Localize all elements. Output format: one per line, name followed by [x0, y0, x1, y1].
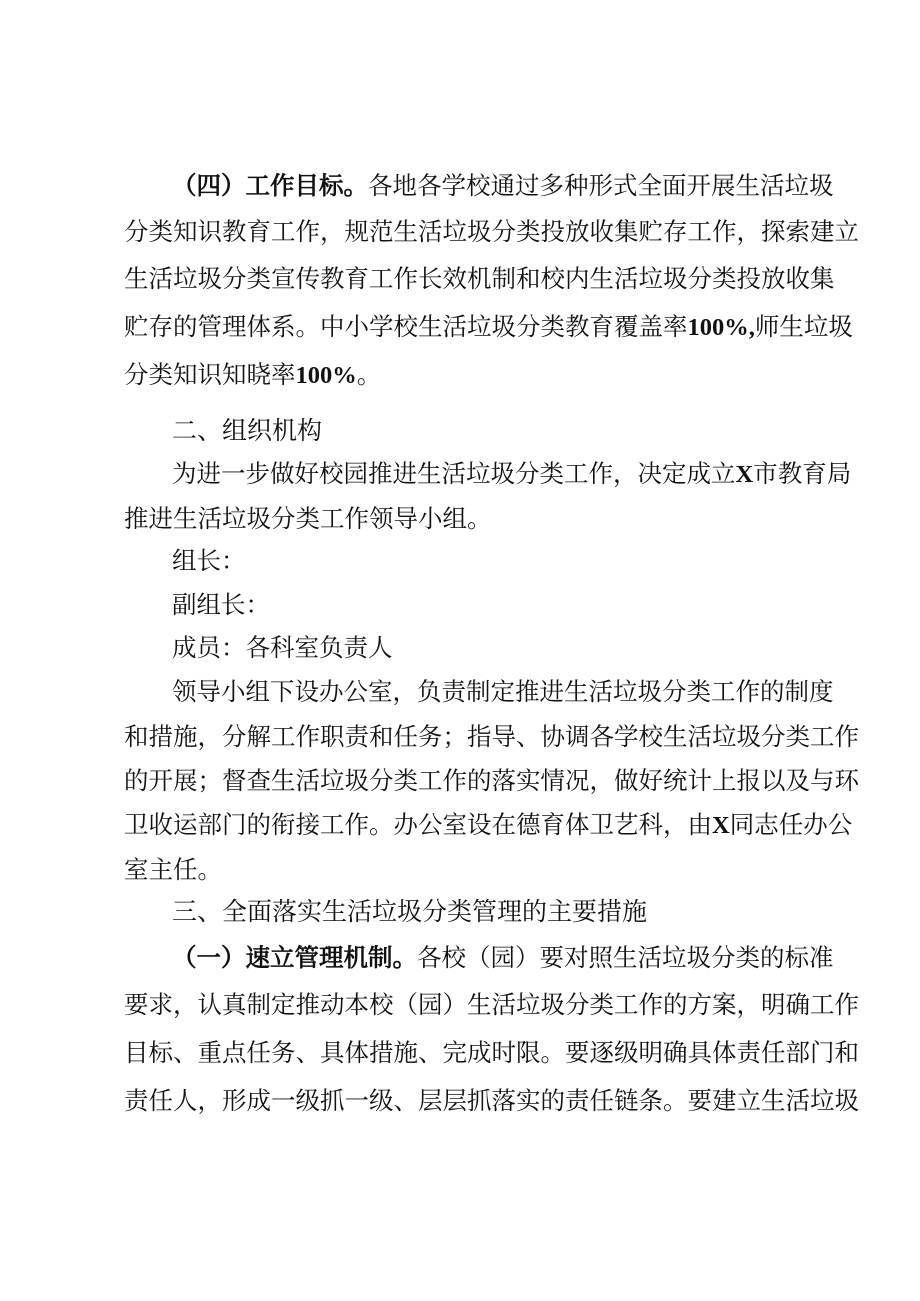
para-text: 师生垃圾 [754, 312, 853, 341]
coverage-rate: 100%, [687, 314, 755, 341]
para-office-line-5: 室主任。 [124, 855, 222, 884]
para-text: 卫收运部门的衔接工作。办公室设在德育体卫艺科，由 [124, 810, 712, 839]
para-work-goal-line-3: 生活垃圾分类宣传教育工作长效机制和校内生活垃圾分类投放收集 [124, 264, 835, 293]
para-office-line-2: 和措施，分解工作职责和任务；指导、协调各学校生活垃圾分类工作 [124, 722, 859, 751]
para-work-goal-line-4 [124, 304, 853, 350]
para-text: 各地各学校通过多种形式全面开展生活垃圾 [368, 171, 834, 200]
section-lead-work-goal: （四）工作目标。 [172, 171, 368, 200]
para-work-goal-line-5 [124, 352, 810, 398]
awareness-rate: 100% [295, 362, 357, 389]
leader-line: 组长： [172, 546, 246, 575]
para-work-goal-line-1 [172, 163, 834, 209]
para-work-goal-line-2: 分类知识教育工作，规范生活垃圾分类投放收集贮存工作，探索建立 [124, 217, 859, 246]
para-text: 。 [356, 360, 382, 389]
para-text: 同志任办公 [729, 810, 853, 839]
vice-leader-line: 副组长： [172, 590, 270, 619]
para-mechanism-line-1 [172, 935, 834, 981]
para-text: 市教育局 [753, 459, 852, 488]
para-mechanism-line-4: 责任人，形成一级抓一级、层层抓落实的责任链条。要建立生活垃圾 [124, 1086, 859, 1115]
para-office-line-4 [124, 802, 853, 848]
para-organization-line-1 [172, 451, 852, 497]
heading-main-measures: 三、全面落实生活垃圾分类管理的主要措施 [172, 897, 648, 926]
section-lead-mechanism: （一）速立管理机制。 [172, 943, 417, 972]
para-office-line-3: 的开展；督查生活垃圾分类工作的落实情况，做好统计上报以及与环 [124, 766, 859, 795]
para-mechanism-line-2: 要求，认真制定推动本校（园）生活垃圾分类工作的方案，明确工作 [124, 990, 859, 1019]
city-placeholder: X [735, 461, 754, 488]
heading-organization: 二、组织机构 [172, 416, 323, 445]
para-text: 为进一步做好校园推进生活垃圾分类工作，决定成立 [172, 459, 736, 488]
person-placeholder: X [712, 812, 730, 839]
para-office-line-1: 领导小组下设办公室，负责制定推进生活垃圾分类工作的制度 [172, 677, 834, 706]
para-text: 分类知识知晓率 [124, 360, 296, 389]
para-mechanism-line-3: 目标、重点任务、具体措施、完成时限。要逐级明确具体责任部门和 [124, 1038, 859, 1067]
para-organization-line-2: 推进生活垃圾分类工作领导小组。 [124, 504, 492, 533]
members-line: 成员：各科室负责人 [172, 633, 393, 662]
para-text: 贮存的管理体系。中小学校生活垃圾分类教育覆盖率 [124, 312, 688, 341]
para-text: 各校（园）要对照生活垃圾分类的标准 [417, 943, 834, 972]
